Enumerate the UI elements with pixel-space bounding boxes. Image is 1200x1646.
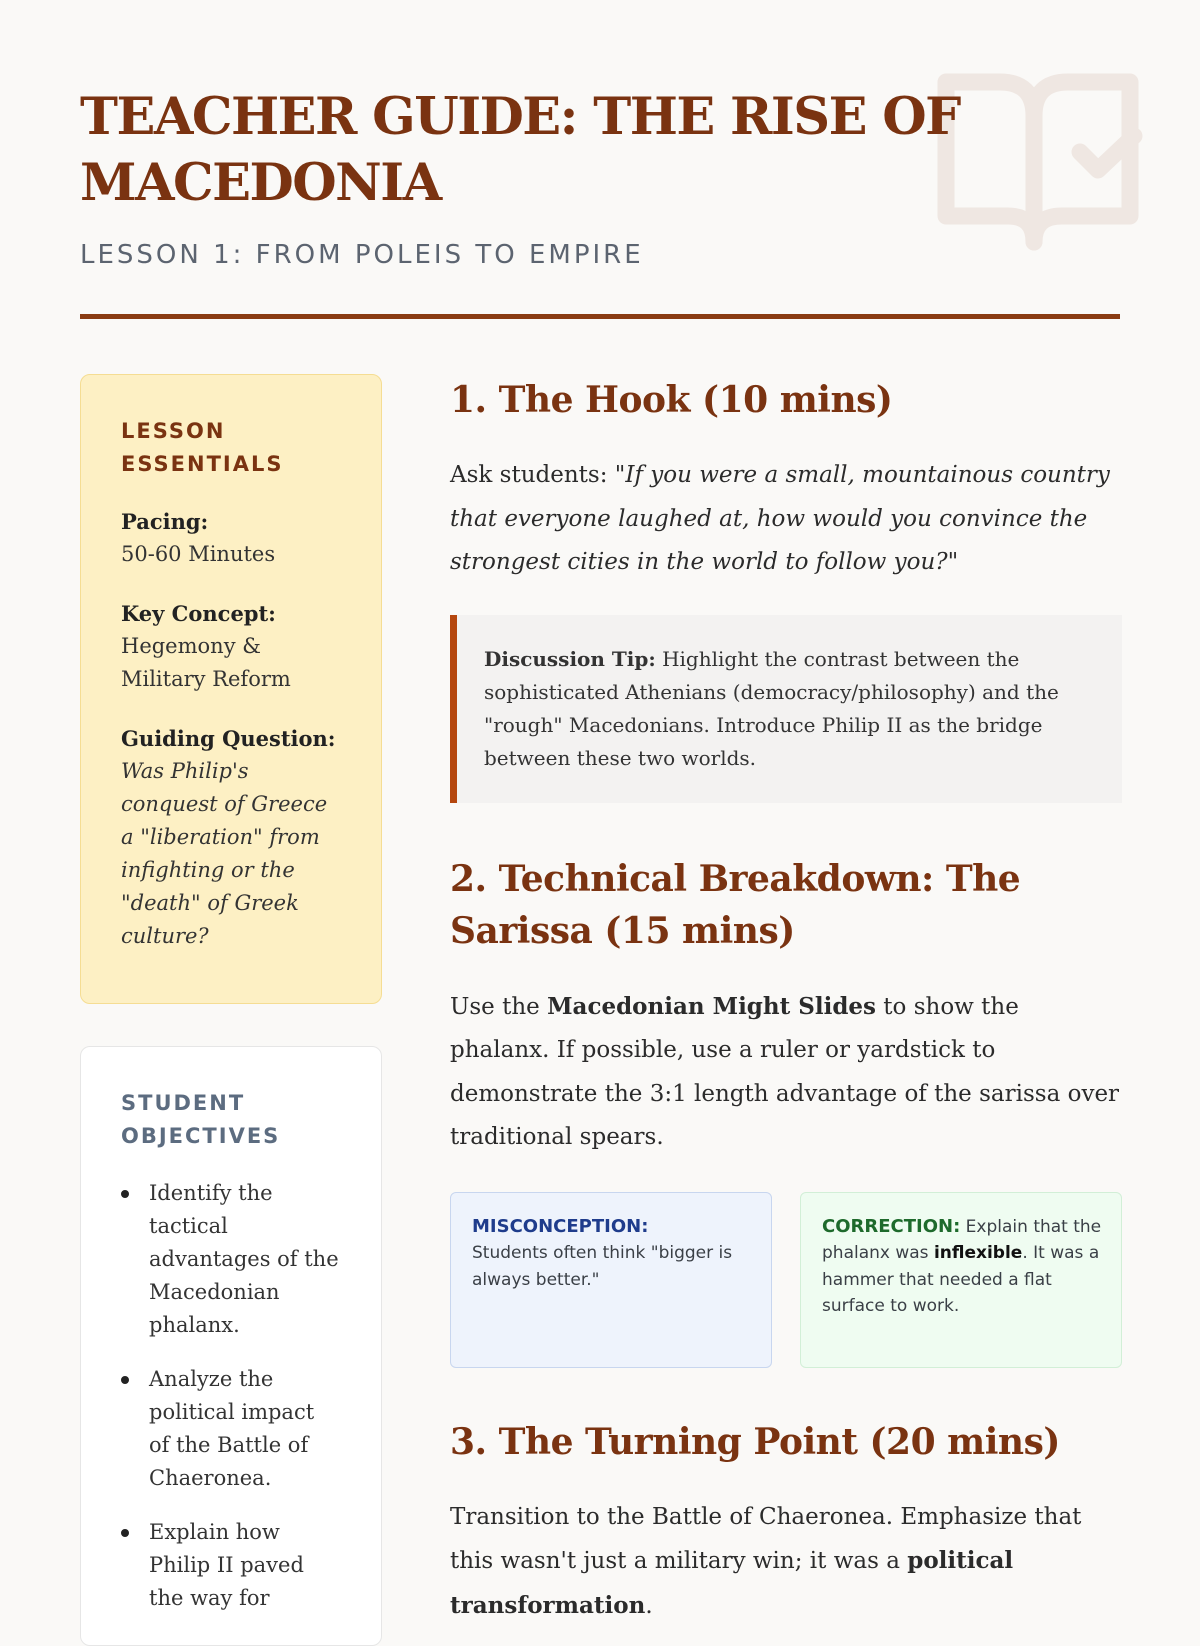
discussion-tip (450, 615, 1122, 803)
pacing-value: 50-60 Minutes (121, 542, 276, 566)
page-header (80, 84, 1120, 270)
section-technical-breakdown (450, 853, 1122, 1368)
correction-label: CORRECTION: (822, 1215, 961, 1237)
misconception-label: MISCONCEPTION: (472, 1215, 649, 1237)
tip-label: Discussion Tip: (484, 646, 656, 671)
section-hook (450, 374, 1122, 803)
objectives-list (121, 1177, 351, 1615)
text-segment: Transition to the Battle of Chaeronea. Emphasize that this wasn't just a military win; it was a (450, 1503, 1082, 1574)
hook-prompt (450, 454, 1122, 585)
breakdown-text (450, 985, 1122, 1160)
list-item: Explain how Philip II paved the way for (121, 1516, 339, 1615)
page-title: TEACHER GUIDE: THE RISE OF MACEDONIA (80, 87, 960, 213)
pacing-label: Pacing: (121, 509, 209, 534)
ask-prefix: Ask students: (450, 462, 615, 488)
guiding-question-value: Was Philip's conquest of Greece a "liberation" from infighting or the "death" of Greek culture? (121, 759, 328, 948)
correction-emphasis: inflexible (933, 1243, 1023, 1263)
list-item: Analyze the political impact of the Battle of Chaeronea. (121, 1363, 339, 1495)
text-segment: to show the phalanx. If possible, use a ruler or yardstick to demonstrate the 3:1 length advantage of the sarissa over traditional spears. (450, 993, 1120, 1150)
student-objectives-card (80, 1046, 382, 1646)
page-subtitle: LESSON 1: FROM POLEIS TO EMPIRE (80, 240, 644, 270)
section-title: 1. The Hook (10 mins) (450, 379, 893, 421)
turning-text (450, 1496, 1122, 1629)
header-divider (80, 314, 1120, 319)
lesson-essentials-card (80, 374, 382, 1004)
tip-text: Highlight the contrast between the sophisticated Athenians (democracy/philosophy) and the "rough" Macedonians. Introduce Philip II as the bridge between these two worlds. (484, 646, 1059, 770)
guiding-question-label: Guiding Question: (121, 726, 336, 751)
section-title: 3. The Turning Point (20 mins) (450, 1420, 1060, 1463)
correction-callout (800, 1192, 1122, 1368)
text-segment: . It was a hammer that needed a flat surface to work. (822, 1243, 1100, 1316)
key-concept-label: Key Concept: (121, 601, 276, 626)
misconception-text: Students often think "bigger is always better." (472, 1243, 733, 1290)
key-concept-value: Hegemony & Military Reform (121, 634, 291, 691)
slides-name: Macedonian Might Slides (547, 992, 876, 1020)
text-segment: Use the (450, 993, 548, 1020)
sidebar (80, 374, 382, 1646)
list-item: Identify the tactical advantages of the Macedonian phalanx. (121, 1177, 339, 1342)
misconception-callout (450, 1192, 772, 1368)
essentials-heading: LESSON ESSENTIALS (121, 419, 284, 476)
turning-emphasis: political transformation (450, 1547, 1014, 1619)
callouts-row (450, 1192, 1122, 1368)
section-title: 2. Technical Breakdown: The Sarissa (15 mins) (450, 857, 1021, 952)
text-segment: . (645, 1592, 653, 1619)
main-content (450, 374, 1122, 1628)
section-turning-point (450, 1416, 1122, 1629)
hook-quote: "If you were a small, mountainous country that everyone laughed at, how would you convince the strongest cities in the world to follow you?" (450, 462, 1110, 575)
text-segment: Explain that the phalanx was (822, 1216, 1102, 1263)
objectives-heading: STUDENT OBJECTIVES (121, 1091, 281, 1148)
